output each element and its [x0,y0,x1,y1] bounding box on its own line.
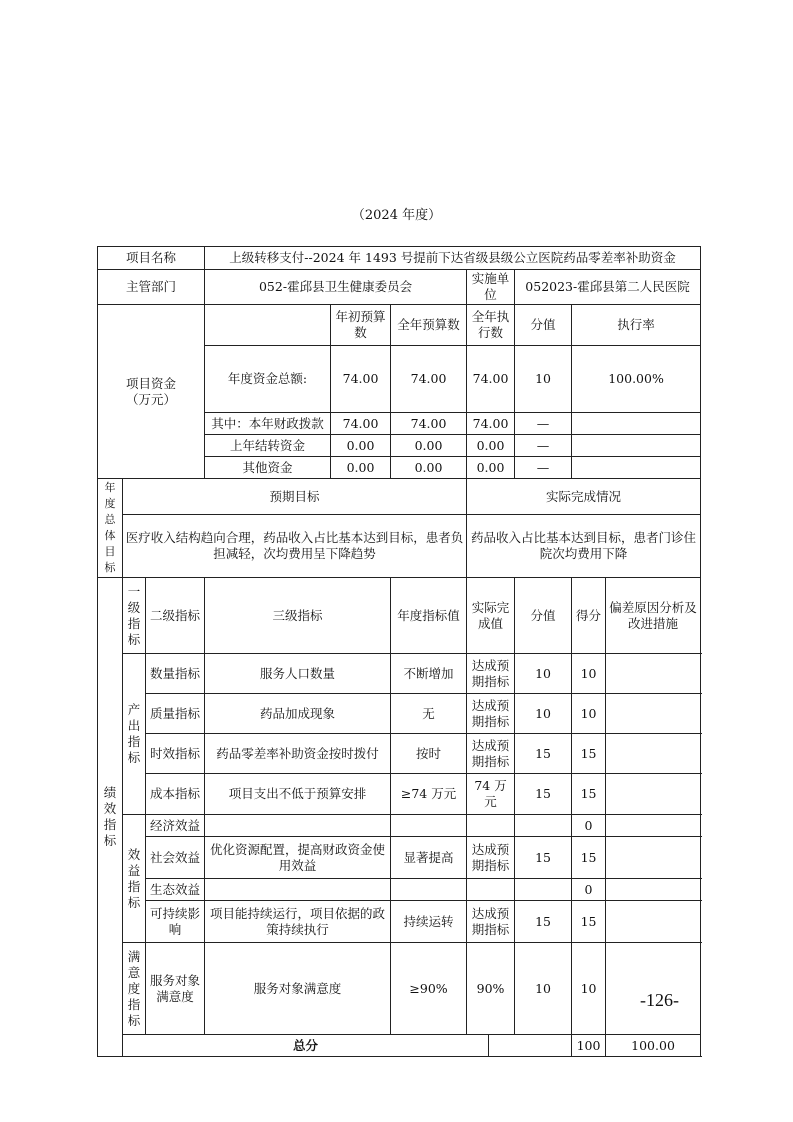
indicator-row [98,815,701,837]
actual-cell [467,879,515,901]
target-cell: 不断增加 [391,654,467,694]
funds-row-annual: 0.00 [391,457,467,479]
performance-table [97,246,701,1057]
unit-value: 052023-霍邱县第二人民医院 [515,270,701,305]
level3-cell: 药品加成现象 [205,694,391,734]
target-cell: 持续运转 [391,901,467,943]
weight-cell: 10 [515,654,572,694]
analysis-cell [606,837,701,879]
level3-cell: 项目支出不低于预算安排 [205,774,391,815]
total-label: 总分 [123,1035,489,1057]
target-cell: 显著提高 [391,837,467,879]
actual-cell: 达成预期指标 [467,694,515,734]
weight-cell: 10 [515,694,572,734]
funds-row-rate [572,413,701,435]
score-cell: 10 [572,654,606,694]
funds-row-weight: — [515,413,572,435]
funds-row-weight: — [515,435,572,457]
indicators-header-row [98,578,701,654]
score-cell: 15 [572,734,606,774]
goals-header-row [98,479,701,515]
funds-row-initial: 0.00 [331,457,391,479]
page-number: -126- [640,990,679,1010]
indicator-row [98,943,701,1035]
target-cell [391,879,467,901]
analysis-cell [606,901,701,943]
score-cell: 15 [572,901,606,943]
funds-row-rate [572,435,701,457]
indicator-row [98,694,701,734]
funds-row-executed: 74.00 [467,346,515,413]
actual-cell: 达成预期指标 [467,654,515,694]
ind-header-analysis: 偏差原因分析及改进措施 [606,578,701,654]
weight-cell [515,815,572,837]
score-cell: 0 [572,879,606,901]
funds-row-annual: 0.00 [391,435,467,457]
level1-satisfaction: 满意度指标 [123,943,146,1035]
project-name-row [98,247,701,270]
total-score: 100.00 [606,1035,701,1057]
year-subtitle: （2024 年度） [351,208,442,223]
level3-cell: 优化资源配置，提高财政资金使用效益 [205,837,391,879]
funds-header-initial: 年初预算数 [331,305,391,346]
ind-header-target: 年度指标值 [391,578,467,654]
level2-cell: 生态效益 [146,879,205,901]
level3-cell: 项目能持续运行，项目依据的政策持续执行 [205,901,391,943]
funds-row-weight: 10 [515,346,572,413]
analysis-cell [606,774,701,815]
funds-header-annual: 全年预算数 [391,305,467,346]
goals-expected-text: 医疗收入结构趋向合理，药品收入占比基本达到目标，患者负担减轻，次均费用呈下降趋势 [123,515,467,578]
weight-cell [515,879,572,901]
goals-actual-label: 实际完成情况 [467,479,701,515]
funds-row-initial: 74.00 [331,346,391,413]
weight-cell: 15 [515,734,572,774]
level2-cell: 质量指标 [146,694,205,734]
actual-cell: 达成预期指标 [467,901,515,943]
target-cell [391,815,467,837]
ind-header-level2: 二级指标 [146,578,205,654]
actual-cell: 74 万元 [467,774,515,815]
funds-header-blank [205,305,331,346]
weight-cell: 15 [515,837,572,879]
analysis-cell [606,943,701,1035]
score-cell: 10 [572,943,606,1035]
score-cell: 15 [572,837,606,879]
ind-header-actual: 实际完成值 [467,578,515,654]
level3-cell [205,815,391,837]
funds-row-executed: 74.00 [467,413,515,435]
indicator-row [98,774,701,815]
funds-row-annual: 74.00 [391,413,467,435]
level3-cell [205,879,391,901]
ind-header-score: 得分 [572,578,606,654]
funds-header-weight: 分值 [515,305,572,346]
level1-output: 产出指标 [123,654,146,815]
goals-actual-text: 药品收入占比基本达到目标，患者门诊住院次均费用下降 [467,515,701,578]
goals-expected-label: 预期目标 [123,479,467,515]
funds-row-rate [572,457,701,479]
indicator-row [98,901,701,943]
analysis-cell [606,815,701,837]
funds-row-weight: — [515,457,572,479]
funds-row-label: 上年结转资金 [205,435,331,457]
total-weight: 100 [572,1035,606,1057]
indicator-row [98,654,701,694]
funds-row-executed: 0.00 [467,457,515,479]
indicator-row [98,879,701,901]
funds-header-executed: 全年执行数 [467,305,515,346]
funds-row-executed: 0.00 [467,435,515,457]
actual-cell [467,815,515,837]
funds-row-initial: 74.00 [331,413,391,435]
analysis-cell [606,734,701,774]
funds-row-label: 其中：本年财政拨款 [205,413,331,435]
funds-row-rate: 100.00% [572,346,701,413]
target-cell: ≥90% [391,943,467,1035]
unit-label: 实施单位 [467,270,515,305]
level2-cell: 时效指标 [146,734,205,774]
target-cell: 按时 [391,734,467,774]
dept-value: 052-霍邱县卫生健康委员会 [205,270,467,305]
level3-cell: 服务对象满意度 [205,943,391,1035]
actual-cell: 达成预期指标 [467,837,515,879]
goals-content-row [98,515,701,578]
funds-row-label: 其他资金 [205,457,331,479]
level2-cell: 社会效益 [146,837,205,879]
weight-cell: 15 [515,774,572,815]
analysis-cell [606,879,701,901]
ind-header-level3: 三级指标 [205,578,391,654]
level2-cell: 数量指标 [146,654,205,694]
ind-header-weight: 分值 [515,578,572,654]
analysis-cell [606,654,701,694]
level2-cell: 服务对象满意度 [146,943,205,1035]
target-cell: 无 [391,694,467,734]
level3-cell: 服务人口数量 [205,654,391,694]
funds-header-row [98,305,701,346]
dept-label: 主管部门 [98,270,205,305]
goals-side-label: 年度总体目标 [98,479,123,578]
level2-cell: 成本指标 [146,774,205,815]
funds-row-initial: 0.00 [331,435,391,457]
total-blank [489,1035,572,1057]
funds-row-label: 年度资金总额: [205,346,331,413]
funds-label: 项目资金 （万元） [98,305,205,479]
weight-cell: 15 [515,901,572,943]
score-cell: 10 [572,694,606,734]
score-cell: 15 [572,774,606,815]
target-cell: ≥74 万元 [391,774,467,815]
project-name-label: 项目名称 [98,247,205,270]
funds-row-annual: 74.00 [391,346,467,413]
indicator-row [98,837,701,879]
actual-cell: 达成预期指标 [467,734,515,774]
weight-cell: 10 [515,943,572,1035]
level3-cell: 药品零差率补助资金按时拨付 [205,734,391,774]
total-row [98,1035,701,1057]
actual-cell: 90% [467,943,515,1035]
analysis-cell [606,694,701,734]
level1-benefit: 效益指标 [123,815,146,943]
level2-cell: 可持续影响 [146,901,205,943]
score-cell: 0 [572,815,606,837]
project-name-value: 上级转移支付--2024 年 1493 号提前下达省级县级公立医院药品零差率补助资金 [205,247,701,270]
level2-cell: 经济效益 [146,815,205,837]
funds-header-rate: 执行率 [572,305,701,346]
ind-header-level1: 一级指标 [123,578,146,654]
indicators-side-label: 绩效指标 [98,578,123,1057]
dept-row [98,270,701,305]
indicator-row [98,734,701,774]
